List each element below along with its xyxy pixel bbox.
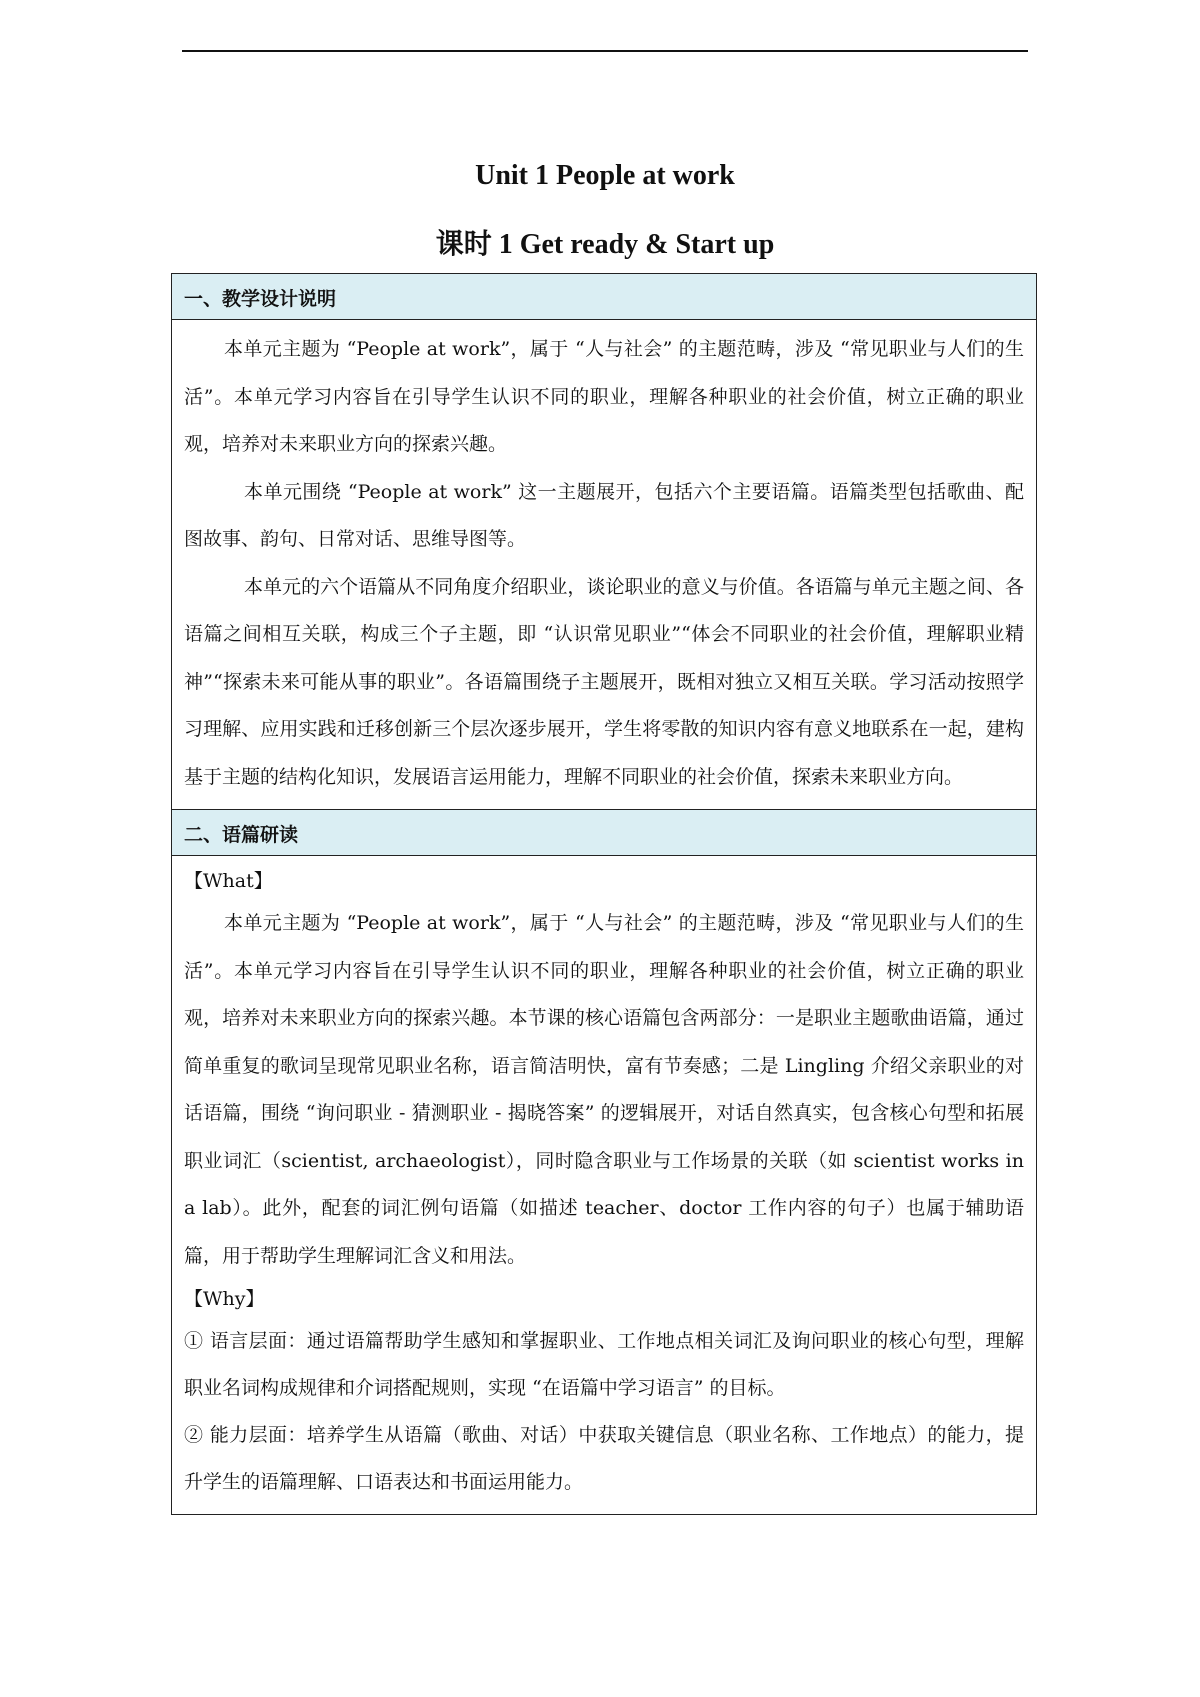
why-item: ② 能力层面：培养学生从语篇（歌曲、对话）中获取关键信息（职业名称、工作地点）的能力，提升学生的语篇理解、口语表达和书面运用能力。 <box>184 1424 1024 1493</box>
what-tag: 【What】 <box>184 870 273 892</box>
section-heading-design: 一、教学设计说明 <box>172 274 1036 320</box>
lesson-design-table <box>171 273 1037 1515</box>
section-body-design <box>172 320 1036 810</box>
section-heading-text-study: 二、语篇研读 <box>172 810 1036 856</box>
what-paragraph: 本单元主题为 “People at work”，属于 “人与社会” 的主题范畴，涉及 “常见职业与人们的生活”。本单元学习内容旨在引导学生认识不同的职业，理解各种职业的社会价值，树立正确的职业观，培养对未来职业方向的探索兴趣。本节课的核心语篇包含两部分：一是职业主题歌曲语篇，通过简单重复的歌词呈现常见职业名称，语言简洁明快，富有节奏感；二是 Lingling 介绍父亲职业的对话语篇，围绕 “询问职业 - 猜测职业 - 揭晓答案” 的逻辑展开，对话自然真实，包含核心句型和拓展职业词汇（scientist, archaeologist），同时隐含职业与工作场景的关联（如 scientist works in a lab）。此外，配套的词汇例句语篇（如描述 teacher、doctor 工作内容的句子）也属于辅助语篇，用于帮助学生理解词汇含义和用法。 <box>184 912 1024 1267</box>
why-item: ① 语言层面：通过语篇帮助学生感知和掌握职业、工作地点相关词汇及询问职业的核心句型，理解职业名词构成规律和介词搭配规则，实现 “在语篇中学习语言” 的目标。 <box>184 1330 1024 1399</box>
why-tag: 【Why】 <box>184 1288 265 1310</box>
section-body-text-study <box>172 856 1036 1514</box>
header-rule <box>182 50 1028 52</box>
design-paragraph: 本单元的六个语篇从不同角度介绍职业，谈论职业的意义与价值。各语篇与单元主题之间、各语篇之间相互关联，构成三个子主题，即 “认识常见职业”“体会不同职业的社会价值，理解职业精神”“探索未来可能从事的职业”。各语篇围绕子主题展开，既相对独立又相互关联。学习活动按照学习理解、应用实践和迁移创新三个层次逐步展开，学生将零散的知识内容有意义地联系在一起，建构基于主题的结构化知识，发展语言运用能力，理解不同职业的社会价值，探索未来职业方向。 <box>184 575 1024 788</box>
design-paragraph: 本单元围绕 “People at work” 这一主题展开，包括六个主要语篇。语篇类型包括歌曲、配图故事、韵句、日常对话、思维导图等。 <box>184 480 1024 550</box>
design-paragraph: 本单元主题为 “People at work”，属于 “人与社会” 的主题范畴，涉及 “常见职业与人们的生活”。本单元学习内容旨在引导学生认识不同的职业，理解各种职业的社会价值，树立正确的职业观，培养对未来职业方向的探索兴趣。 <box>184 338 1024 455</box>
lesson-subtitle: 课时 1 Get ready & Start up <box>435 229 775 260</box>
document-title: Unit 1 People at work <box>475 160 735 191</box>
